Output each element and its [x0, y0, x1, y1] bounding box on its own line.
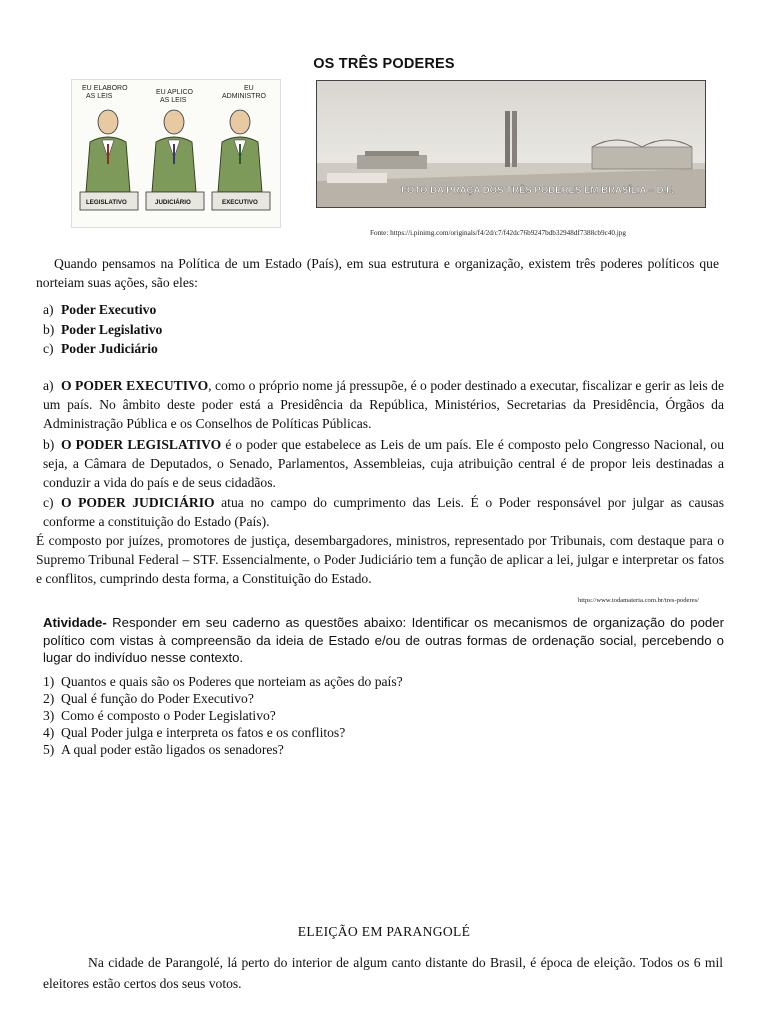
executivo-figure — [212, 110, 270, 210]
judiciario-figure — [146, 110, 204, 210]
bubble-judiciario: EU APLICO AS LEIS — [156, 89, 193, 104]
intro-paragraph: Quando pensamos na Política de um Estado (País), em sua estrutura e organização, existem três poderes políticos que norteiam suas ações, são eles: — [36, 256, 719, 290]
powers-list — [43, 300, 162, 359]
plate-legislativo: LEGISLATIVO — [86, 199, 127, 206]
photo-caption: FOTO DA PRAÇA DOS TRÊS PODERES EM BRASÍLIA – D.F. — [401, 185, 674, 196]
plaza-photo — [316, 80, 706, 208]
section-executivo: a) O PODER EXECUTIVO, como o próprio nome já pressupõe, é o poder destinado a executar, fiscalizar e gerir as leis de um país. No âmbito deste poder está a Presidência da República, Ministérios, Secretarias da Presidência, Órgãos da Administração Pública e os Conselhos de Políticas Públicas. — [43, 378, 724, 431]
judiciary-paragraph: É composto por juízes, promotores de justiça, desembargadores, ministros, representado por Tribunais, com destaque para o Supremo Tribunal Federal – STF. Essencialmente, o Poder Judiciário tem a função de aplicar a lei, julgar e interpretar os fatos e conflitos, cumprindo desta forma, a Constituição do Estado. — [36, 533, 724, 586]
image-source: Fonte: https://i.pinimg.com/originals/f4/2d/c7/f42dc76b9247bdb32948df7388cb9c40.jpg — [370, 229, 626, 237]
list-item: a) Poder Executivo — [43, 302, 157, 317]
activity-instructions: Atividade- Responder em seu caderno as questões abaixo: Identificar os mecanismos de organização do poder político com vistas à compreensão da ideia de Estado e/ou de outras formas de ordenação social, percebendo o lugar do indivíduo nesse contexto. — [43, 615, 724, 665]
list-item: 1) Quantos e quais são os Poderes que norteiam as ações do país? — [43, 674, 403, 689]
text-source: https://www.todamateria.com.br/tres-poderes/ — [578, 597, 699, 604]
three-powers-cartoon — [71, 79, 281, 228]
questions-list — [43, 673, 403, 758]
bubble-legislativo: EU ELABORO AS LEIS — [82, 85, 128, 100]
list-item: 3) Como é composto o Poder Legislativo? — [43, 708, 276, 723]
section-judiciario: c) O PODER JUDICIÁRIO atua no campo do cumprimento das Leis. É o Poder responsável por julgar as causas conforme a constituição do Estado (País). — [43, 495, 724, 529]
plate-judiciario: JUDICIÁRIO — [155, 199, 191, 206]
list-item: 2) Qual é função do Poder Executivo? — [43, 691, 254, 706]
section-legislativo: b) O PODER LEGISLATIVO é o poder que estabelece as Leis de um país. Ele é composto pelo Congresso Nacional, ou seja, a Câmara de Deputados, o Senado, Parlamentos, Assembleias, cuja atribuição central é de propor leis destinadas a conduzir a vida do país e de seus cidadãos. — [43, 437, 724, 490]
page-title: OS TRÊS PODERES — [313, 56, 455, 72]
list-item: c) Poder Judiciário — [43, 341, 158, 356]
bubble-executivo: EU ADMINISTRO — [222, 85, 266, 100]
legislativo-figure — [80, 110, 138, 210]
section2-paragraph: Na cidade de Parangolé, lá perto do interior de algum canto distante do Brasil, é época de eleição. Todos os 6 mil eleitores estão certos dos seus votos. — [43, 955, 723, 991]
list-item: 4) Qual Poder julga e interpreta os fatos e os conflitos? — [43, 725, 346, 740]
section2-title: ELEIÇÃO EM PARANGOLÉ — [297, 924, 471, 939]
list-item: b) Poder Legislativo — [43, 321, 163, 337]
plate-executivo: EXECUTIVO — [222, 199, 258, 206]
list-item: 5) A qual poder estão ligados os senadores? — [43, 742, 284, 757]
